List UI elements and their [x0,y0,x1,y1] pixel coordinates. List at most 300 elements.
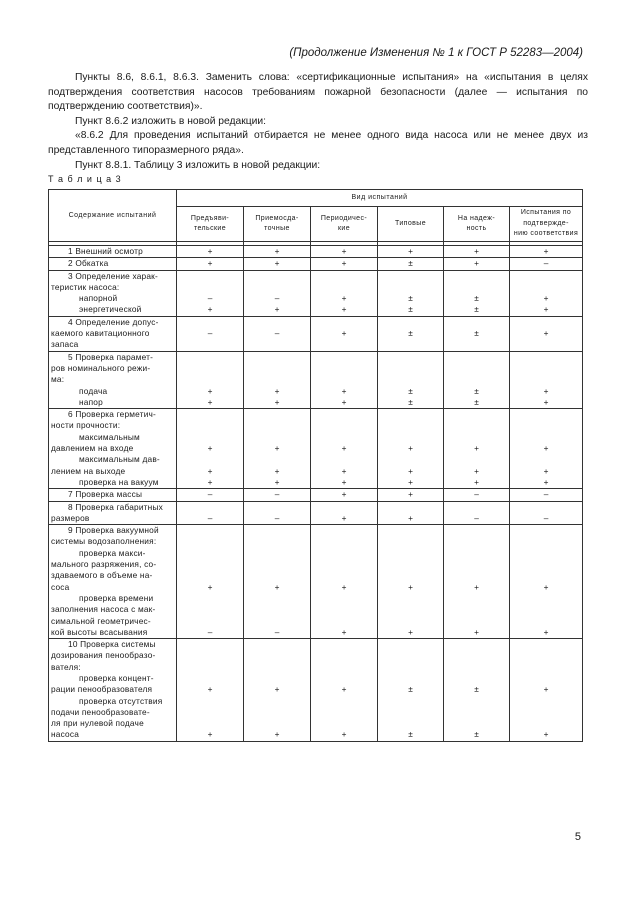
paragraph-3: «8.6.2 Для проведения испытаний отбирается не менее одного вида насоса или не менее двух из представленного типоразмерного ряда». [48,130,588,156]
mark: + [543,684,549,695]
mark [380,570,441,581]
mark-cell [444,246,510,258]
test-content-cell [49,270,177,316]
mark [313,374,375,385]
mark-cell [311,525,378,639]
mark-cell [444,525,510,639]
mark [313,718,375,729]
mark [380,502,441,513]
mark [246,432,308,443]
table-row [49,501,583,525]
mark: ± [474,385,479,396]
mark [446,616,507,627]
mark [179,454,241,465]
mark [446,718,507,729]
mark [512,454,580,465]
mark [179,639,241,650]
sub-header-line: Приемосда- [255,214,299,222]
test-content-line: проверка на вакуум [79,476,159,487]
mark: + [274,304,280,315]
mark: + [274,396,280,407]
mark [446,420,507,431]
mark [446,548,507,559]
mark: + [543,385,549,396]
mark: + [341,396,347,407]
test-content-cell [49,246,177,258]
mark [446,604,507,615]
mark [313,650,375,661]
mark [446,502,507,513]
mark: + [207,304,213,315]
mark [446,409,507,420]
mark [380,317,441,328]
mark [246,696,308,707]
mark: + [341,476,347,487]
mark-cell [444,501,510,525]
mark-cell [311,409,378,489]
mark: + [408,489,413,500]
mark: + [408,443,413,454]
test-content-line: 9 Проверка вакуумной [68,525,159,536]
test-content-line: насоса [51,729,80,740]
mark [179,420,241,431]
mark: + [474,626,479,637]
test-content-cell [49,501,177,525]
mark [246,559,308,570]
test-content-line: мального разряжения, со- [51,559,157,570]
mark [246,616,308,627]
sub-header-line: точные [264,225,290,232]
mark [380,374,441,385]
mark: ± [408,385,413,396]
header-test-types: Вид испытаний [177,190,583,207]
test-content-line: энергетической [79,304,142,315]
mark: + [341,489,347,500]
mark: + [341,626,347,637]
continuation-header: (Продолжение Изменения № 1 к ГОСТ Р 52283—2004) [289,47,583,59]
mark: + [543,465,549,476]
mark: + [341,512,347,523]
mark [512,502,580,513]
mark-cell [378,525,444,639]
mark [313,432,375,443]
test-content-cell [49,525,177,639]
test-content-line: размеров [51,512,90,523]
sub-header-line: нию соответствия [513,230,579,238]
table-caption: Т а б л и ц а 3 [48,174,122,184]
mark [446,374,507,385]
table-body [49,242,583,742]
mark: + [274,443,280,454]
test-content-line: 10 Проверка системы [68,639,156,650]
mark-cell [311,489,378,501]
mark [179,559,241,570]
mark [246,639,308,650]
mark: ± [408,684,413,695]
mark: + [274,258,280,269]
mark [179,673,241,684]
mark: ± [474,293,479,304]
mark-cell [378,270,444,316]
mark [512,662,580,673]
test-content-line: соса [51,581,70,592]
mark-cell [244,409,311,489]
sub-header-5 [510,207,583,242]
sub-header-3 [378,207,444,242]
mark [246,673,308,684]
mark [380,363,441,374]
mark [179,352,241,363]
test-content-line: вателя: [51,661,81,672]
mark [246,593,308,604]
mark: ± [408,304,413,315]
mark [512,536,580,547]
mark [380,432,441,443]
body-text [48,71,588,173]
mark [512,707,580,718]
mark [179,718,241,729]
mark [313,363,375,374]
mark [446,352,507,363]
sub-header-0 [177,207,244,242]
mark: + [408,581,413,592]
mark [380,271,441,282]
mark: ± [408,328,413,339]
mark: + [207,246,213,256]
mark: – [207,626,213,637]
test-content-line: каемого кавитационного [51,328,150,339]
mark [246,548,308,559]
mark [380,548,441,559]
mark [512,673,580,684]
mark [380,650,441,661]
test-content-line: рации пенообразователя [51,684,153,695]
test-content-line: 4 Определение допус- [68,316,159,327]
test-content-line: 3 Определение харак- [68,270,158,281]
mark: + [543,293,549,304]
mark [446,696,507,707]
mark [446,673,507,684]
mark [246,525,308,536]
mark [446,525,507,536]
mark-cell [444,639,510,742]
mark [512,548,580,559]
mark-cell [177,639,244,742]
mark-cell [510,639,583,742]
mark [246,662,308,673]
mark: ± [474,328,479,339]
mark-cell [444,489,510,501]
mark [313,536,375,547]
mark-cell [244,639,311,742]
mark [179,536,241,547]
test-content-line: теристик насоса: [51,281,120,292]
mark [313,548,375,559]
mark [380,352,441,363]
table-row [49,246,583,258]
mark [446,593,507,604]
mark: + [543,304,549,315]
mark: + [207,729,213,740]
mark-cell [177,258,244,270]
mark-cell [244,525,311,639]
test-content-line: проверка отсутствия [79,695,163,706]
test-content-line: проверка макси- [79,547,146,558]
mark: + [408,476,413,487]
mark: + [341,258,347,269]
mark [246,420,308,431]
paragraph-4: Пункт 8.8.1. Таблицу 3 изложить в новой редакции: [75,159,321,171]
mark-cell [177,316,244,351]
mark: + [207,258,213,269]
mark [179,363,241,374]
mark: + [543,246,549,256]
test-content-line: напорной [79,293,118,304]
mark: + [341,684,347,695]
mark [446,570,507,581]
mark [179,271,241,282]
mark [246,454,308,465]
test-content-line: ности прочности: [51,420,121,431]
mark [246,650,308,661]
mark-cell [378,409,444,489]
mark-cell [177,409,244,489]
paragraph-2: Пункт 8.6.2 изложить в новой редакции: [75,115,267,127]
mark: + [274,684,280,695]
mark [179,317,241,328]
mark-cell [510,246,583,258]
mark [446,454,507,465]
mark: – [474,489,479,500]
mark [313,593,375,604]
mark: + [207,443,213,454]
mark [179,409,241,420]
mark-cell [378,246,444,258]
mark [380,639,441,650]
mark-cell [510,316,583,351]
sub-header-line: На надеж- [457,214,496,222]
mark: – [274,626,280,637]
mark [313,420,375,431]
table-row [49,351,583,408]
mark [446,432,507,443]
mark-cell [177,525,244,639]
test-content-line: проверка концент- [79,672,154,683]
tests-table [48,189,583,742]
mark-cell [244,489,311,501]
mark [179,502,241,513]
mark: + [408,246,413,256]
header-content: Содержание испытаний [49,190,177,242]
mark: + [474,246,479,256]
mark [512,420,580,431]
mark-cell [177,501,244,525]
mark-cell [510,258,583,270]
mark [512,374,580,385]
mark [512,432,580,443]
mark [446,650,507,661]
mark-cell [378,351,444,408]
mark [512,616,580,627]
mark [380,409,441,420]
mark: + [474,476,479,487]
mark [313,352,375,363]
mark: + [543,626,549,637]
mark: – [274,489,280,500]
mark [313,604,375,615]
test-content-line: ма: [51,374,65,385]
mark-cell [244,501,311,525]
mark: + [341,443,347,454]
mark: ± [474,396,479,407]
mark [380,707,441,718]
mark [446,271,507,282]
mark: + [274,476,280,487]
mark [380,525,441,536]
mark [313,317,375,328]
mark: + [408,465,413,476]
sub-header-line: Периодичес- [320,214,368,222]
test-content-line: 6 Проверка герметич- [68,409,157,420]
mark [512,593,580,604]
mark-cell [311,501,378,525]
mark: + [274,246,280,256]
mark [179,696,241,707]
mark: + [341,729,347,740]
mark [380,718,441,729]
mark: + [543,729,549,740]
mark: ± [408,258,413,269]
mark [380,282,441,293]
mark: + [274,385,280,396]
mark: ± [408,293,413,304]
mark: + [274,729,280,740]
mark: ± [474,684,479,695]
table-row [49,525,583,639]
test-content-line: 5 Проверка парамет- [68,351,154,362]
mark-cell [311,316,378,351]
mark: + [543,396,549,407]
mark [246,317,308,328]
mark [380,604,441,615]
test-content-line: 7 Проверка массы [68,489,143,500]
mark-cell [311,351,378,408]
mark [380,454,441,465]
mark [179,650,241,661]
mark: + [341,581,347,592]
mark [313,282,375,293]
mark [512,696,580,707]
sub-header-line: Предъяви- [190,214,230,222]
mark: + [207,385,213,396]
mark [246,409,308,420]
mark: + [474,443,479,454]
mark [246,604,308,615]
mark [179,616,241,627]
mark: + [474,258,479,269]
table-row [49,489,583,501]
mark: + [274,465,280,476]
sub-header-line: тельские [193,225,227,232]
mark-cell [244,246,311,258]
mark [179,662,241,673]
mark: – [543,489,549,500]
mark [380,593,441,604]
mark: + [207,581,213,592]
mark: + [341,293,347,304]
table-row [49,316,583,351]
mark [246,536,308,547]
mark: – [274,512,280,523]
table-row [49,409,583,489]
mark-cell [378,258,444,270]
table-row [49,639,583,742]
mark-cell [177,489,244,501]
mark [313,409,375,420]
mark: + [474,581,479,592]
mark [512,409,580,420]
mark: + [207,396,213,407]
mark-cell [378,316,444,351]
mark [246,707,308,718]
mark [179,282,241,293]
mark [512,650,580,661]
mark [246,271,308,282]
mark: + [474,465,479,476]
sub-header-line: Типовые [394,219,426,227]
test-content-line: максимальным дав- [79,454,160,465]
mark [380,696,441,707]
mark: + [341,304,347,315]
mark: + [543,328,549,339]
test-content-cell [49,351,177,408]
mark [313,696,375,707]
mark [179,432,241,443]
test-content-line: кой высоты всасывания [51,626,148,637]
mark [446,317,507,328]
mark: + [341,465,347,476]
mark: + [207,465,213,476]
mark: + [207,476,213,487]
mark: – [207,489,213,500]
mark [179,604,241,615]
mark [179,570,241,581]
mark-cell [177,246,244,258]
test-content-line: лением на выходе [51,465,126,476]
mark: – [274,328,280,339]
mark [246,502,308,513]
mark: – [207,328,213,339]
mark [380,559,441,570]
mark [446,282,507,293]
mark [313,559,375,570]
mark [246,352,308,363]
mark-cell [244,258,311,270]
mark: – [543,258,549,269]
mark [313,616,375,627]
table-row [49,258,583,270]
test-content-line: ров номинального режи- [51,362,151,373]
mark [313,662,375,673]
mark [313,454,375,465]
mark-cell [311,258,378,270]
mark-cell [244,351,311,408]
mark-cell [444,270,510,316]
mark [512,271,580,282]
mark: ± [474,304,479,315]
mark [512,317,580,328]
mark [380,662,441,673]
